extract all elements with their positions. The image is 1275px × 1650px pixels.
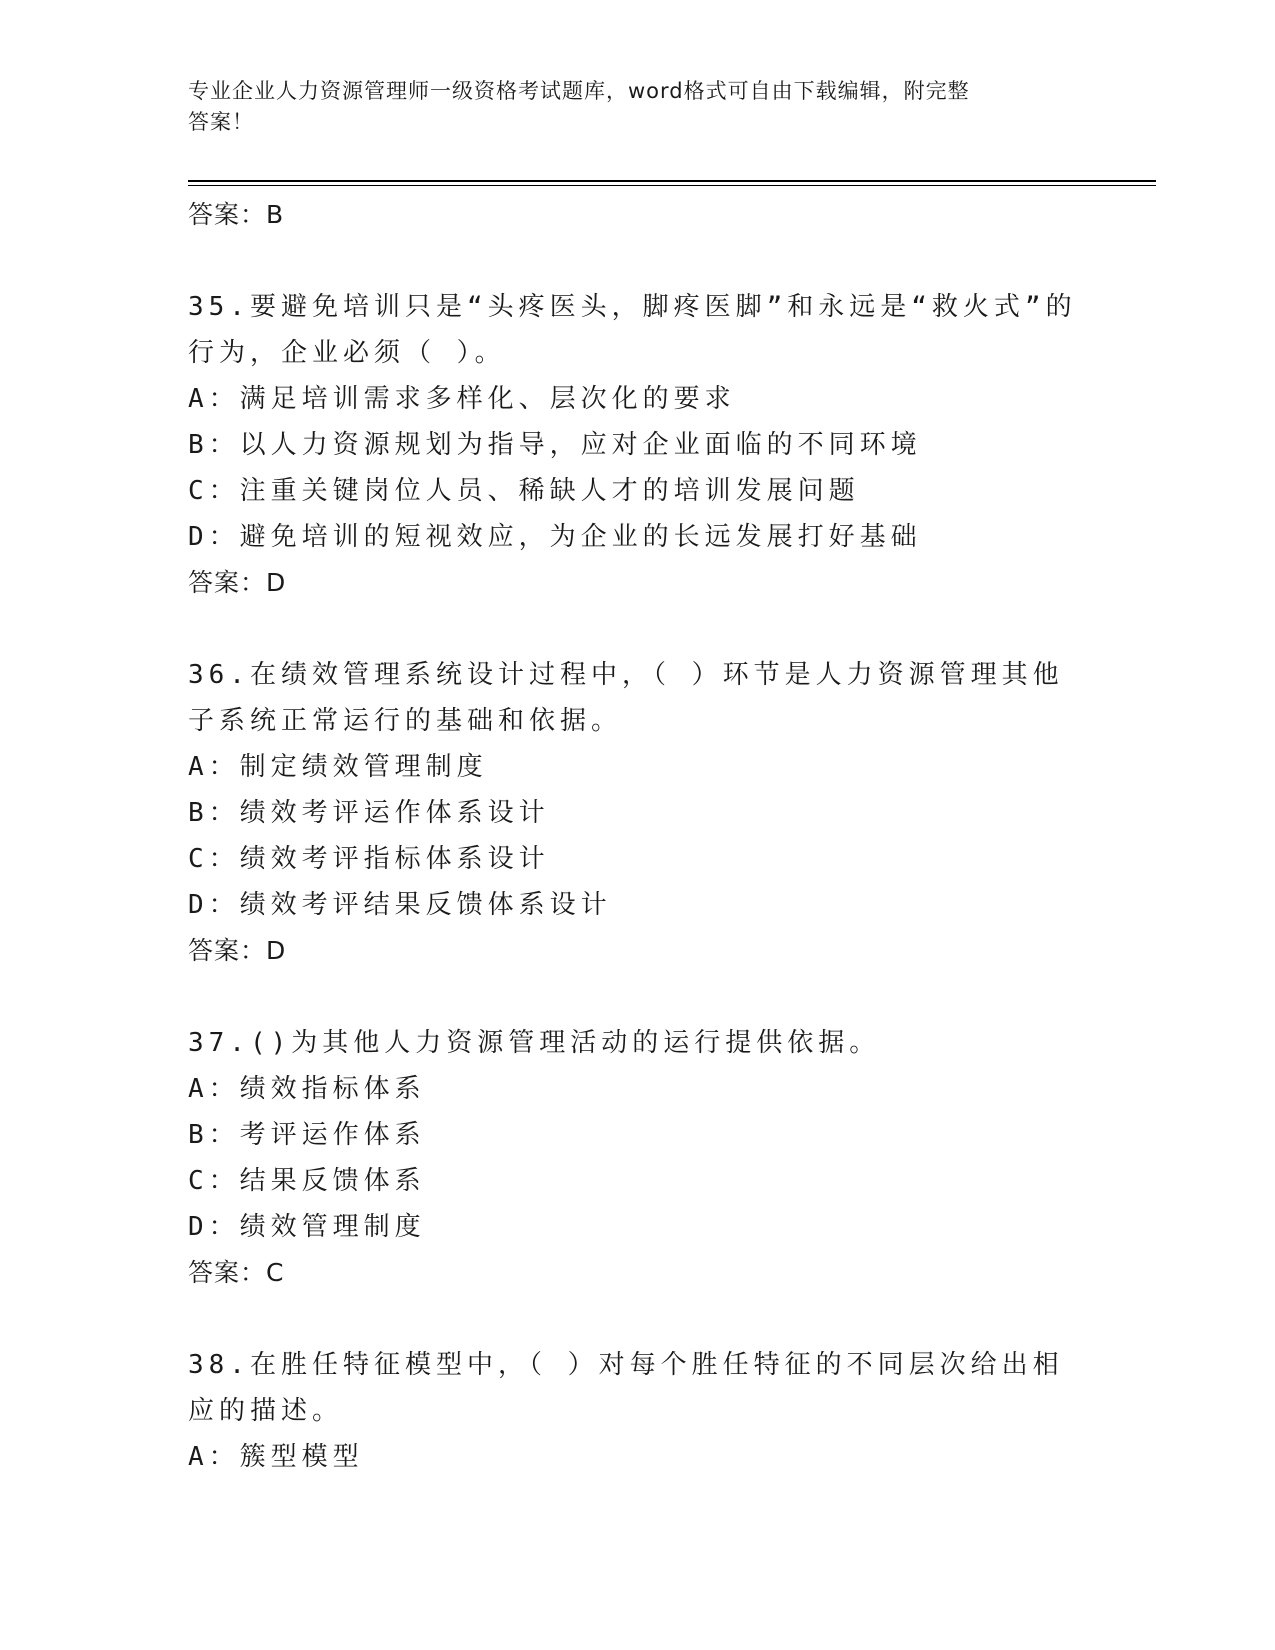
question-list: [188, 192, 1088, 1480]
answer-line: 答案：D: [188, 568, 287, 597]
answer-line: 答案：D: [188, 936, 287, 965]
option-a: A：满足培训需求多样化、层次化的要求: [188, 384, 736, 414]
answer-line: 答案：C: [188, 1258, 285, 1287]
question-stem: 35.要避免培训只是“头疼医头，脚疼医脚”和永远是“救火式”的行为，企业必须（ ）。: [188, 292, 1077, 368]
option-a: A：簇型模型: [188, 1442, 364, 1472]
option-b: B：绩效考评运作体系设计: [188, 798, 550, 828]
option-c: C：绩效考评指标体系设计: [188, 844, 550, 874]
answer-line: 答案：B: [188, 200, 285, 229]
question-stem: 37.()为其他人力资源管理活动的运行提供依据。: [188, 1028, 881, 1058]
header-divider-thick: [188, 180, 1156, 182]
option-d: D：绩效管理制度: [188, 1212, 426, 1242]
option-a: A：制定绩效管理制度: [188, 752, 488, 782]
header-line-1: 专业企业人力资源管理师一级资格考试题库，word格式可自由下载编辑，附完整: [188, 79, 970, 103]
option-c: C：注重关键岗位人员、稀缺人才的培训发展问题: [188, 476, 860, 506]
option-d: D：绩效考评结果反馈体系设计: [188, 890, 612, 920]
option-a: A：绩效指标体系: [188, 1074, 426, 1104]
option-d: D：避免培训的短视效应，为企业的长远发展打好基础: [188, 522, 922, 552]
question-37: [188, 1020, 1088, 1296]
option-b: B：考评运作体系: [188, 1120, 426, 1150]
question-36: [188, 652, 1088, 974]
option-b: B：以人力资源规划为指导，应对企业面临的不同环境: [188, 430, 922, 460]
question-38: [188, 1342, 1088, 1480]
question-stem: 36.在绩效管理系统设计过程中，（ ）环节是人力资源管理其他子系统正常运行的基础和依据。: [188, 660, 1064, 736]
header-line-2: 答案！: [188, 110, 254, 134]
document-header: [188, 76, 1088, 138]
question-stem: 38.在胜任特征模型中，（ ）对每个胜任特征的不同层次给出相应的描述。: [188, 1350, 1064, 1426]
header-divider-thin: [188, 185, 1156, 186]
option-c: C：结果反馈体系: [188, 1166, 426, 1196]
question-35: [188, 284, 1088, 606]
